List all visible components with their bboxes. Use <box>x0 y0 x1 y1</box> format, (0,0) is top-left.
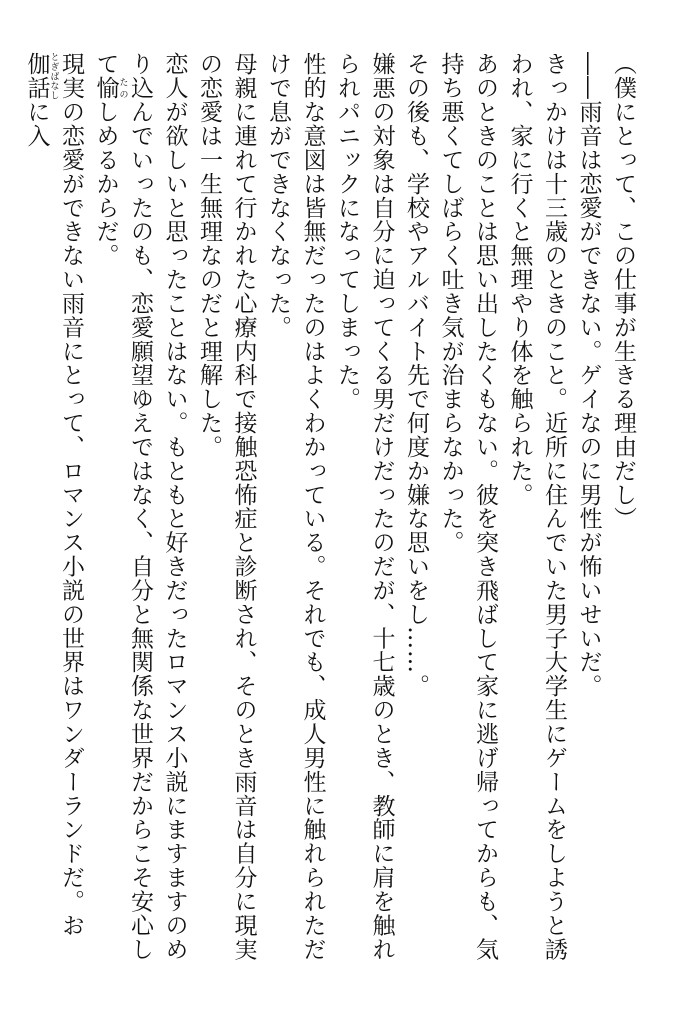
ruby-tano <box>92 75 128 100</box>
paragraph-3: きっかけは十三歳のときのこと。近所に住んでいた男子大学生にゲームをしようと誘われ、家に行くと無理やり体を触られた。 <box>506 52 567 961</box>
paragraph-8: 母親に連れて行かれた心療内科で接触恐怖症と診断され、そのとき雨音は自分に現実の恋愛は一生無理なのだと理解した。 <box>196 52 257 961</box>
paragraph-7: 性的な意図は皆無だったのはよくわかっている。それでも、成人男性に触れられただけで息ができなくなった。 <box>265 52 326 961</box>
ruby-tano-reading: たの <box>117 75 128 100</box>
paragraph-10 <box>19 52 88 967</box>
ruby-togibanashi-base: 伽話 <box>23 52 50 100</box>
paragraph-5: その後も、学校やアルバイト先で何度か嫌な思いをし……。 <box>403 52 429 698</box>
ruby-togibanashi <box>23 52 59 100</box>
paragraph-10-head: 現実の恋愛ができない雨音にとって、ロマンス小説の世界はワンダーランドだ。お <box>58 52 84 938</box>
paragraph-6: 嫌悪の対象は自分に迫ってくる男だけだったのだが、十七歳のとき、教師に肩を触れられパニックになってしまった。 <box>334 52 395 961</box>
paragraph-1: （僕にとって、この仕事が生きる理由だし） <box>610 52 636 531</box>
paragraph-4: あのときのことは思い出したくもない。彼を突き飛ばして家に逃げ帰ってからも、気持ち悪くてしばらく吐き気が治まらなかった。 <box>437 52 498 961</box>
ruby-togibanashi-reading: とぎばなし <box>48 52 59 100</box>
paragraph-9-body: 恋人が欲しいと思ったことはない。もともと好きだったロマンス小説にますますのめり込んでいったのも、恋愛願望ゆえではなく、自分と無関係な世界だからこそ安心して <box>92 52 188 961</box>
paragraph-9 <box>88 52 192 967</box>
ruby-tano-base: 愉 <box>92 75 119 100</box>
paragraph-10-tail: に入 <box>23 99 50 148</box>
vertical-text-body <box>23 52 640 967</box>
paragraph-2: ――雨音は恋愛ができない。ゲイなのに男性が怖いせいだ。 <box>575 52 602 698</box>
paragraph-9-tail: しめるからだ。 <box>92 99 119 268</box>
